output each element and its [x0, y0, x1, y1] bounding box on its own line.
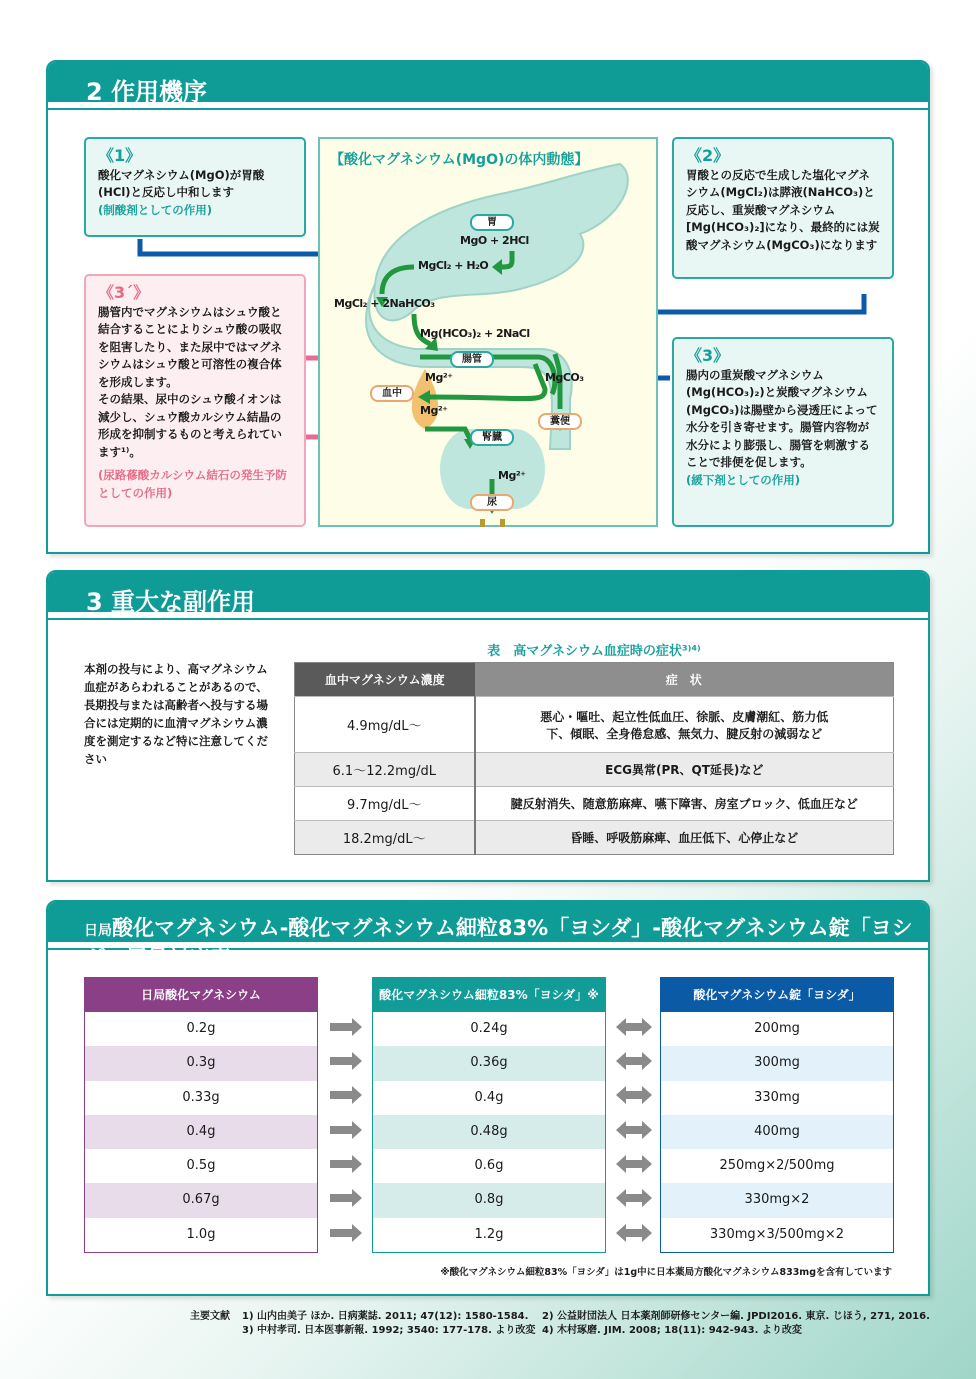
label-mg-ion-2: Mg²⁺	[420, 404, 448, 417]
reaction-mgcl2-h2o: MgCl₂ + H₂O	[418, 259, 489, 272]
cell: 0.4g	[474, 1089, 504, 1105]
table-title: 表 高マグネシウム血症時の症状³⁾⁴⁾	[487, 644, 701, 659]
cell: 0.2g	[186, 1021, 216, 1036]
step-number: 《1》	[98, 146, 142, 165]
references-label: 主要文献	[190, 1311, 230, 1322]
label-mgco3: MgCO₃	[545, 371, 584, 384]
cell: 1.0g	[186, 1226, 216, 1242]
column-header: 日局酸化マグネシウム	[85, 978, 317, 1012]
cell: 0.3g	[85, 1046, 317, 1080]
section-adverse-reactions	[46, 570, 930, 882]
table-row	[295, 753, 894, 787]
section-title: 3 重大な副作用	[48, 572, 928, 618]
warning-text: 本剤の投与により、高マグネシウム血症があらわれることがあるので、長期投与または高齢者へ投与する場合には定期的に血清マグネシウム濃度を測定するなど特に注意してください	[84, 662, 268, 766]
label-blood: 血中	[370, 385, 414, 402]
arrow-right-icon	[330, 1052, 362, 1070]
arrow-both-icon	[616, 1018, 652, 1036]
column-header: 酸化マグネシウム錠「ヨシダ」	[661, 978, 893, 1012]
arrow-right-icon	[330, 1224, 362, 1242]
step-role: (制酸剤としての作用)	[98, 202, 213, 217]
cell: 300mg	[661, 1046, 893, 1080]
reference-3: 3) 中村孝司. 日本医事新報. 1992; 3540: 177-178. より改変	[242, 1325, 536, 1336]
label-kidney: 腎臓	[470, 429, 514, 446]
arrow-right-icon	[330, 1189, 362, 1207]
arrow-right-icon	[330, 1018, 362, 1036]
table-row	[295, 787, 894, 821]
cell: 0.6g	[474, 1158, 504, 1174]
label-intestine: 腸管	[450, 351, 494, 368]
step-text: 腸管内でマグネシウムはシュウ酸と結合することによりシュウ酸の吸収を阻害したり、また尿中ではマグネシウムはシュウ酸と可溶性の複合体を形成します。	[98, 304, 282, 389]
cell: 0.67g	[85, 1183, 317, 1217]
reaction-mghco3-nacl: Mg(HCO₃)₂ + 2NaCl	[420, 327, 530, 340]
column-header: 酸化マグネシウム細粒83%「ヨシダ」※	[373, 978, 605, 1012]
cell-symptoms: 悪心・嘔吐、起立性低血圧、徐脈、皮膚潮紅、筋力低下、傾眠、全身倦怠感、無気力、腱反射の減弱など	[475, 697, 894, 753]
reaction-mgo-hcl: MgO + 2HCl	[460, 234, 529, 247]
reaction-mgcl2-nahco3: MgCl₂ + 2NaHCO₃	[334, 297, 435, 310]
cell: 0.4g	[85, 1115, 317, 1149]
cell: 1.2g	[474, 1226, 504, 1242]
label-stomach: 胃	[470, 214, 514, 231]
arrow-both-icon	[616, 1224, 652, 1242]
title-prefix: 日局	[84, 923, 112, 939]
cell-concentration: 9.7mg/dL～	[295, 787, 475, 821]
cell-concentration: 18.2mg/dL～	[295, 821, 475, 855]
section-dose-table	[46, 900, 930, 1296]
cell-symptoms: ECG異常(PR、QT延長)など	[475, 753, 894, 787]
cell-concentration: 4.9mg/dL～	[295, 697, 475, 753]
section-title: 2 作用機序	[48, 62, 928, 108]
footnote: ※酸化マグネシウム細粒83%「ヨシダ」は1g中に日本薬局方酸化マグネシウム833mgを含有しています	[440, 1267, 892, 1278]
step-text-2: その結果、尿中のシュウ酸イオンは減少し、シュウ酸カルシウム結晶の形成を抑制するものと考えられています¹⁾。	[98, 392, 282, 459]
cell: 0.33g	[182, 1089, 220, 1105]
step-number: 《2》	[686, 146, 730, 165]
step-role: (緩下剤としての作用)	[686, 472, 801, 487]
label-mg-ion-3: Mg²⁺	[498, 469, 526, 482]
cell: 0.8g	[373, 1183, 605, 1217]
conversion-arrows	[48, 902, 932, 1298]
step-number: 《3》	[686, 346, 730, 365]
arrow-right-icon	[330, 1121, 362, 1139]
step-text: 酸化マグネシウム(MgO)が胃酸(HCl)と反応し中和します	[98, 167, 265, 199]
table-row	[295, 821, 894, 855]
arrow-both-icon	[616, 1155, 652, 1173]
reference-4: 4) 木村琢磨. JIM. 2008; 18(11): 942-943. より改変	[542, 1325, 802, 1336]
arrow-both-icon	[616, 1086, 652, 1104]
hypermagnesemia-table	[294, 662, 894, 855]
label-urine: 尿	[470, 494, 514, 511]
label-feces: 糞便	[538, 413, 582, 430]
cell-concentration: 6.1～12.2mg/dL	[295, 753, 475, 787]
references	[190, 1310, 930, 1338]
cell: 250mg×2/500mg	[719, 1158, 835, 1174]
step-text: 胃酸との反応で生成した塩化マグネシウム(MgCl₂)は膵液(NaHCO₃)と反応し、重炭酸マグネシウム[Mg(HCO₃)₂]になり、最終的には炭酸マグネシウム(MgCO₃)になります	[686, 167, 880, 252]
arrow-right-icon	[330, 1086, 362, 1104]
step-number: 《3´》	[98, 283, 150, 302]
diagram-title: 【酸化マグネシウム(MgO)の体内動態】	[330, 152, 589, 168]
cell: 400mg	[661, 1115, 893, 1149]
arrow-both-icon	[616, 1189, 652, 1207]
reference-2: 2) 公益財団法人 日本薬剤師研修センター編. JPDI2016. 東京. じほう, 271, 2016.	[542, 1311, 930, 1322]
step-text: 腸内の重炭酸マグネシウム(Mg(HCO₃)₂)と炭酸マグネシウム(MgCO₃)は腸壁から浸透圧によって水分を引き寄せます。腸管内容物が水分により膨張し、腸管を刺激することで排便を促します。	[686, 367, 878, 469]
section-mechanism	[46, 60, 930, 554]
cell: 0.48g	[373, 1115, 605, 1149]
reference-1: 1) 山内由美子 ほか. 日病薬誌. 2011; 47(12): 1580-1584.	[242, 1311, 529, 1322]
arrow-both-icon	[616, 1052, 652, 1070]
arrow-both-icon	[616, 1121, 652, 1139]
table-row	[295, 697, 894, 753]
arrow-right-icon	[330, 1155, 362, 1173]
label-mg-ion-1: Mg²⁺	[425, 371, 453, 384]
step-role: (尿路蓚酸カルシウム結石の発生予防としての作用)	[98, 468, 287, 500]
header-concentration: 血中マグネシウム濃度	[295, 663, 475, 697]
cell: 330mg×3/500mg×2	[709, 1226, 845, 1242]
cell: 200mg	[754, 1021, 800, 1036]
diagram-mgo-kinetics	[318, 137, 658, 527]
cell: 0.36g	[373, 1046, 605, 1080]
title-main: 酸化マグネシウム-酸化マグネシウム細粒83%「ヨシダ」-酸化マグネシウム錠「ヨシダ」用量対応表	[84, 916, 913, 970]
cell: 0.5g	[186, 1158, 216, 1174]
cell: 330mg	[754, 1089, 800, 1105]
cell: 0.24g	[470, 1021, 508, 1036]
cell-symptoms: 昏睡、呼吸筋麻痺、血圧低下、心停止など	[475, 821, 894, 855]
cell-symptoms: 腱反射消失、随意筋麻痺、嚥下障害、房室ブロック、低血圧など	[475, 787, 894, 821]
header-symptoms: 症 状	[475, 663, 894, 697]
cell: 330mg×2	[661, 1183, 893, 1217]
